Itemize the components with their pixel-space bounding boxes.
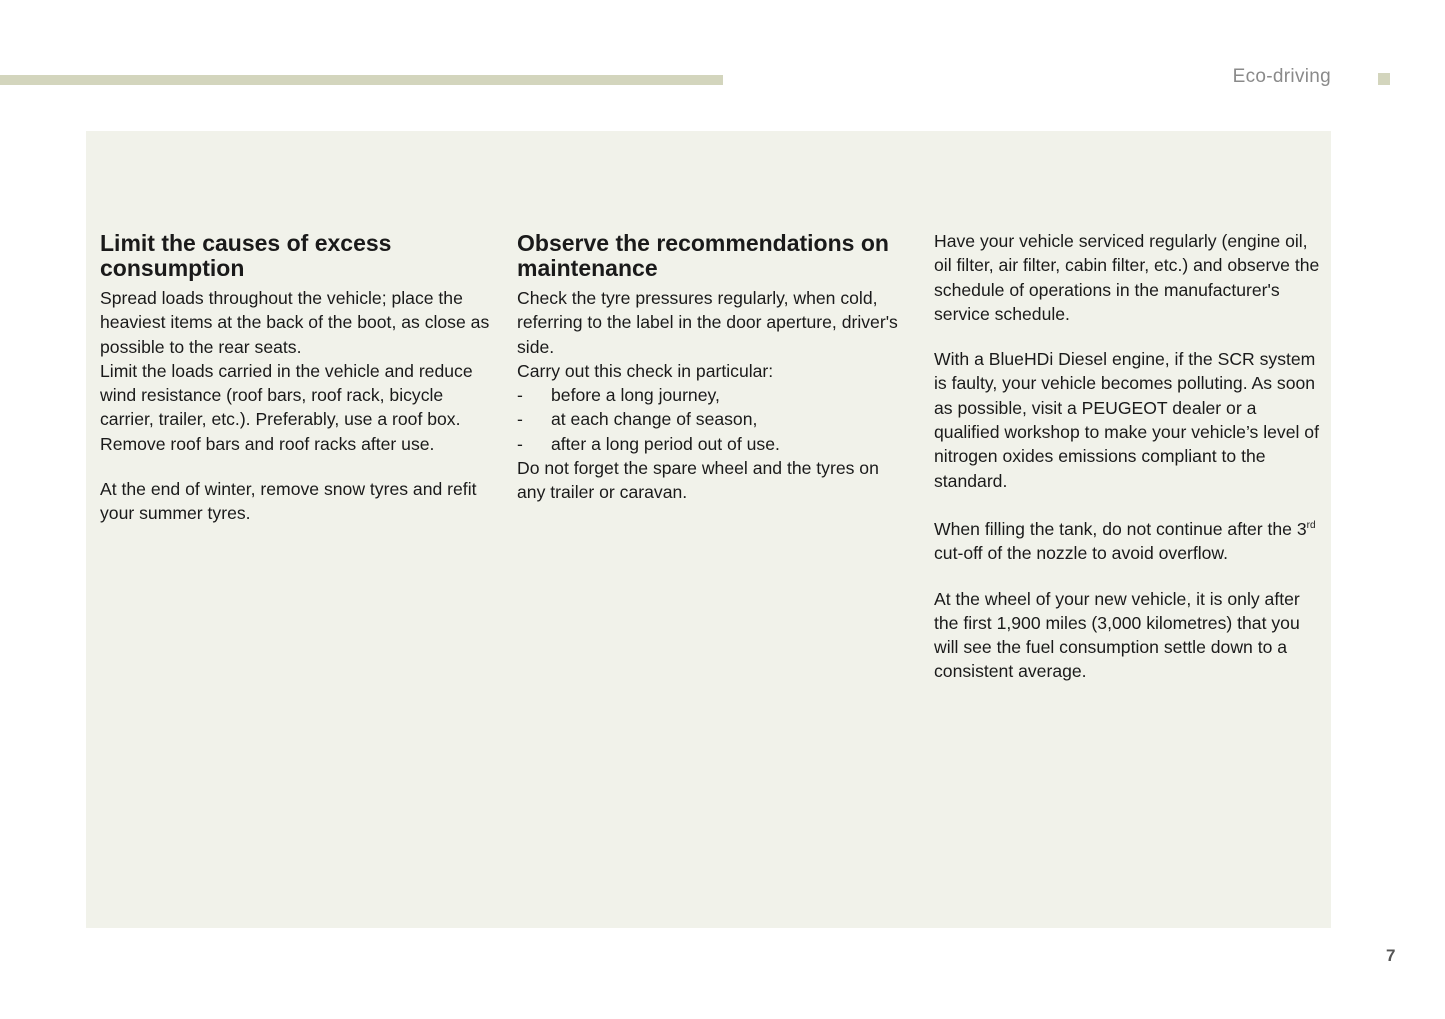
- dash-marker: -: [517, 409, 523, 430]
- paragraph: Check the tyre pressures regularly, when cold, referring to the label in the door aperture, driver's side.: [517, 288, 898, 357]
- paragraph: At the wheel of your new vehicle, it is only after the first 1,900 miles (3,000 kilometres) that you will see the fuel consumption settle down to a consistent average.: [934, 588, 1300, 682]
- list-item: - before a long journey,: [517, 383, 909, 407]
- page-number: 7: [1386, 946, 1396, 965]
- dash-marker: -: [517, 433, 523, 454]
- paragraph: Remove roof bars and roof racks after use.: [100, 433, 435, 454]
- heading-maintenance: Observe the recommendations on maintenance: [517, 230, 889, 281]
- dash-marker: -: [517, 385, 523, 406]
- column-maintenance: [517, 231, 909, 505]
- check-list: [517, 383, 909, 456]
- content-panel: [86, 131, 1331, 928]
- paragraph: Spread loads throughout the vehicle; place the heaviest items at the back of the boot, as close as possible to the rear seats.: [100, 288, 490, 357]
- paragraph: Have your vehicle serviced regularly (engine oil, oil filter, air filter, cabin filter, etc.) and observe the schedule of operations in the manufacturer's service schedule.: [934, 231, 1320, 324]
- column-servicing: [934, 229, 1324, 684]
- header-rule: [0, 75, 723, 85]
- paragraph: With a BlueHDi Diesel engine, if the SCR system is faulty, your vehicle becomes polluting. As soon as possible, visit a PEUGEOT dealer or a qualified workshop to make your vehicle’s level of nitrogen oxides emissions compliant to the standard.: [934, 349, 1319, 491]
- column-excess-consumption: [100, 231, 490, 526]
- paragraph: Do not forget the spare wheel and the tyres on any trailer or caravan.: [517, 458, 879, 503]
- paragraph: Limit the loads carried in the vehicle and reduce wind resistance (roof bars, roof rack, bicycle carrier, trailer, etc.). Preferably, use a roof box.: [100, 360, 473, 430]
- section-marker: [1378, 73, 1390, 85]
- paragraph: At the end of winter, remove snow tyres and refit your summer tyres.: [100, 479, 477, 524]
- heading-excess-consumption: Limit the causes of excess consumption: [100, 230, 392, 281]
- paragraph-tank: When filling the tank, do not continue after the 3rd cut-off of the nozzle to avoid overflow.: [934, 518, 1316, 564]
- section-title: Eco-driving: [1232, 66, 1331, 87]
- list-item: - at each change of season,: [517, 407, 909, 431]
- paragraph: Carry out this check in particular:: [517, 360, 774, 381]
- list-item: - after a long period out of use.: [517, 432, 909, 456]
